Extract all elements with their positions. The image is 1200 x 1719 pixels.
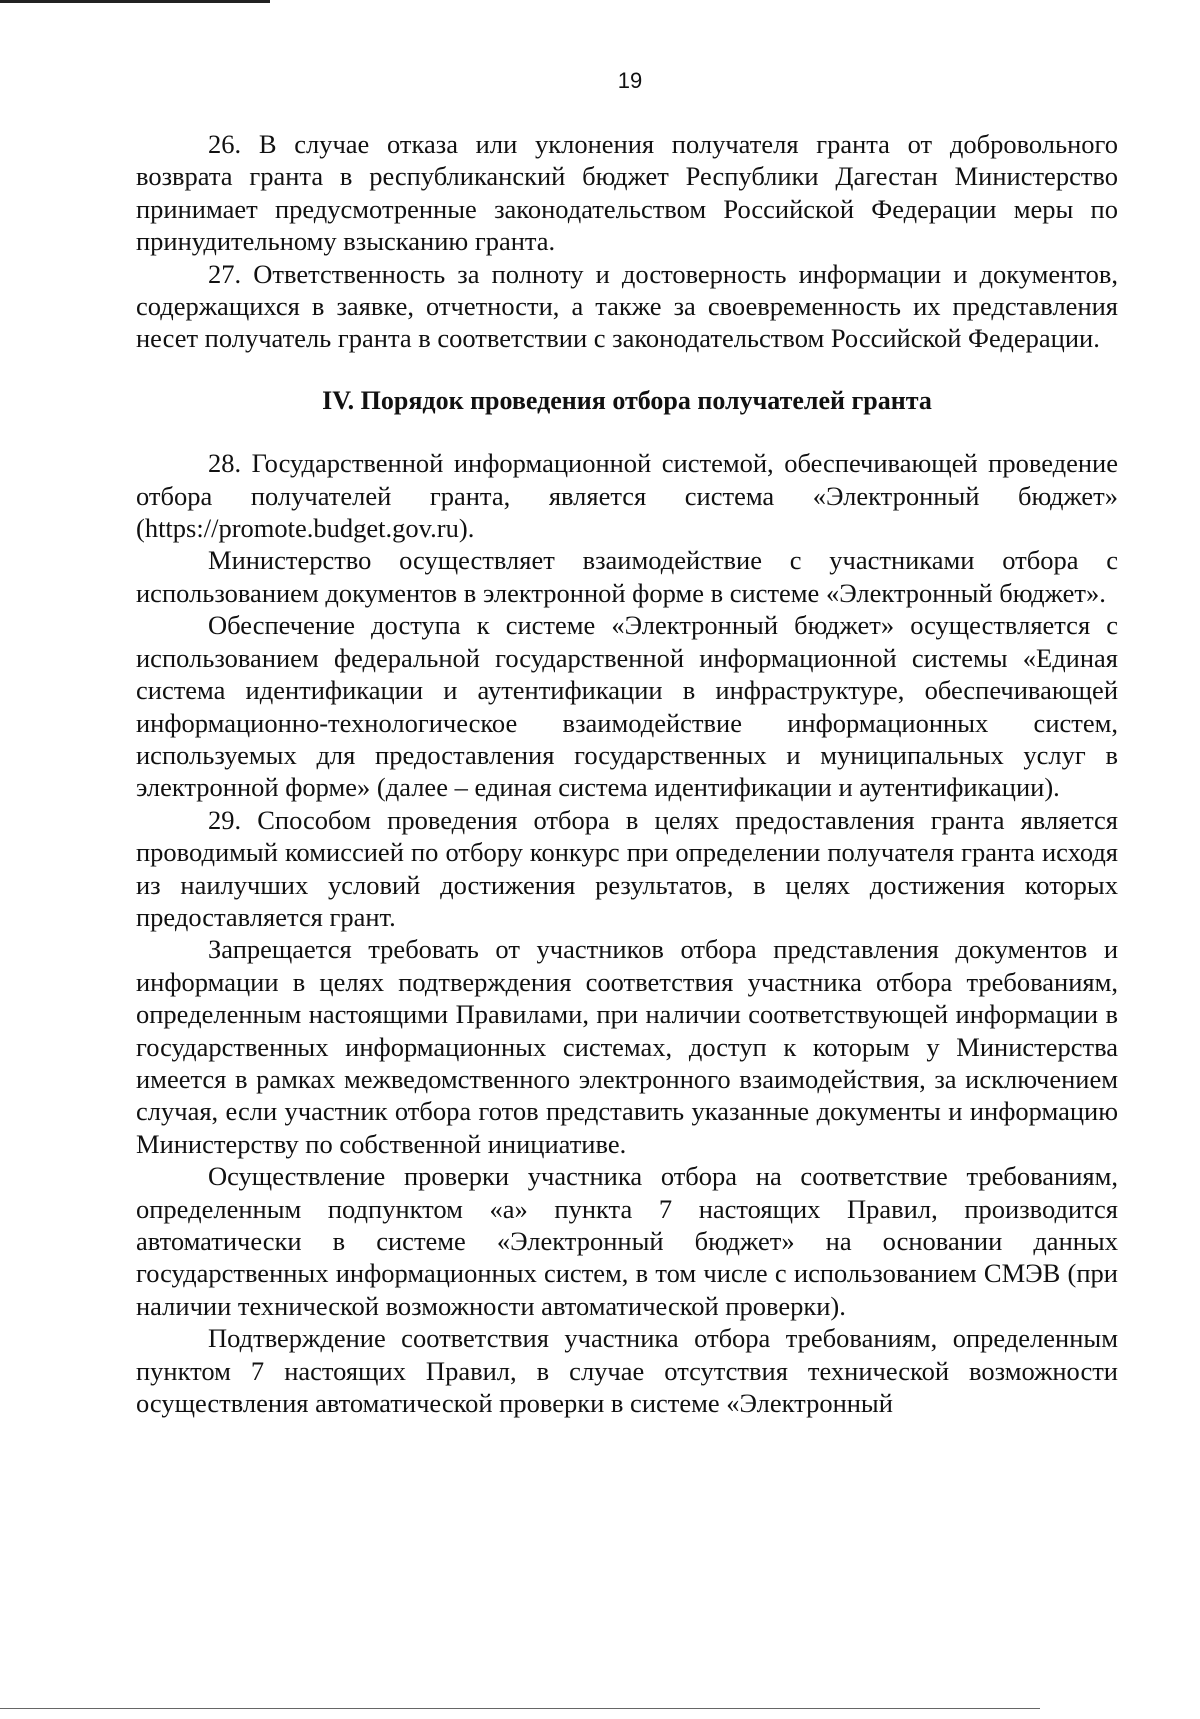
document-body [136,128,1118,1419]
scan-edge-top [0,0,270,3]
scan-edge-bottom [0,1708,1040,1709]
paragraph-29: 29. Способом проведения отбора в целях предоставления гранта является проводимый комиссией по отбору конкурс при определении получателя гранта исходя из наилучших условий достижения результатов, в целях достижения которых предоставляется грант. [136,804,1118,932]
paragraph-29-prohibition: Запрещается требовать от участников отбора представления документов и информации в целях подтверждения соответствия участника отбора требованиям, определенным настоящими Правилами, при наличии соответствующей информации в государственных информационных системах, доступ к которым у Министерства имеется в рамках межведомственного электронного взаимодействия, за исключением случая, если участник отбора готов представить указанные документы и информацию Министерству по собственной инициативе. [136,934,1118,1159]
paragraph-27: 27. Ответственность за полноту и достоверность информации и документов, содержащихся в заявке, отчетности, а также за своевременность их представления несет получатель гранта в соответствии с законодательством Российской Федерации. [136,258,1118,354]
paragraph-28-interaction: Министерство осуществляет взаимодействие с участниками отбора с использованием документов в электронной форме в системе «Электронный бюджет». [136,545,1118,608]
section-heading: IV. Порядок проведения отбора получателей гранта [322,385,932,415]
paragraph-29-confirmation: Подтверждение соответствия участника отбора требованиям, определенным пунктом 7 настоящих Правил, в случае отсутствия технической возможности осуществления автоматической проверки в системе «Электронный [136,1323,1118,1419]
paragraph-26: 26. В случае отказа или уклонения получателя гранта от добровольного возврата гранта в республиканский бюджет Республики Дагестан Министерство принимает предусмотренные законодательством Российской Федерации меры по принудительному взысканию гранта. [136,129,1118,257]
paragraph-29-verification: Осуществление проверки участника отбора на соответствие требованиям, определенным подпунктом «а» пункта 7 настоящих Правил, производится автоматически в системе «Электронный бюджет» на основании данных государственных информационных систем, в том числе с использованием СМЭВ (при наличии технической возможности автоматической проверки). [136,1161,1118,1321]
paragraph-28-access: Обеспечение доступа к системе «Электронный бюджет» осуществляется с использованием федеральной государственной информационной системы «Единая система идентификации и аутентификации в инфраструктуре, обеспечивающей информационно-технологическое взаимодействие информационных систем, используемых для предоставления государственных и муниципальных услуг в электронной форме» (далее – единая система идентификации и аутентификации). [136,610,1118,803]
paragraph-28: 28. Государственной информационной системой, обеспечивающей проведение отбора получателей гранта, является система «Электронный бюджет» (https://promote.budget.gov.ru). [136,448,1118,544]
page-number: 19 [617,68,643,93]
